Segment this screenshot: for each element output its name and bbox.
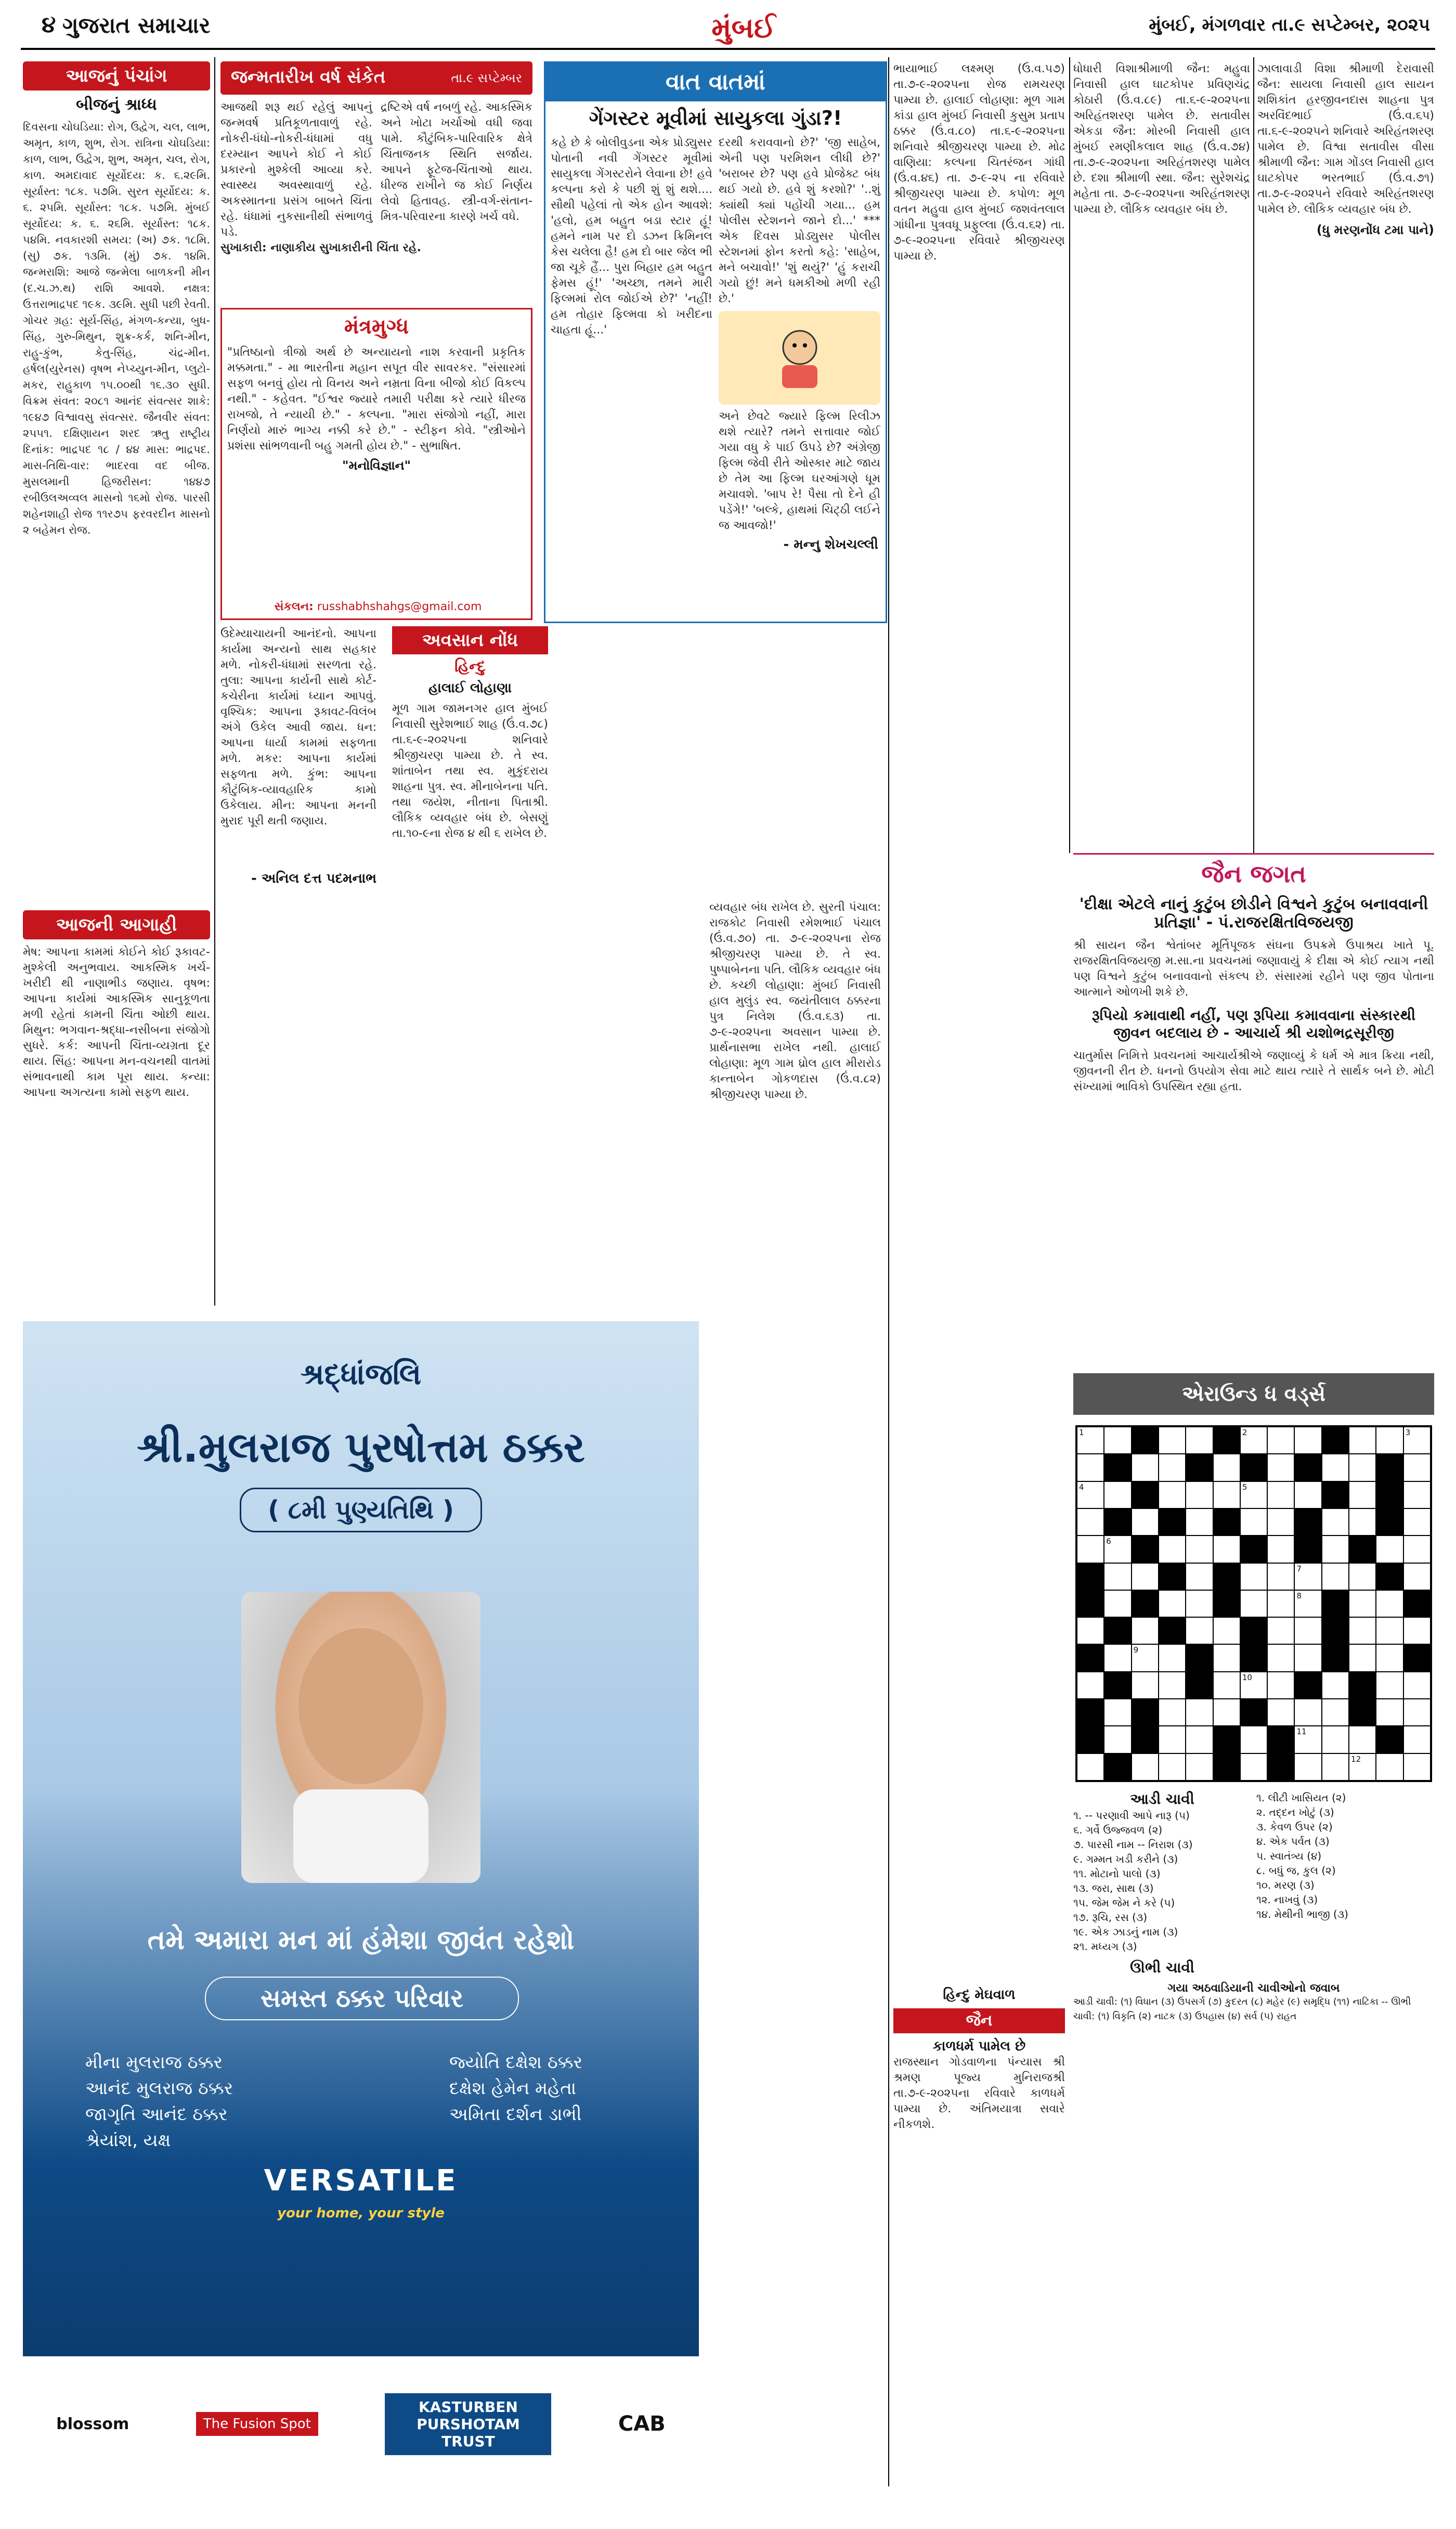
crossword-cell bbox=[1403, 1536, 1431, 1563]
crossword-cell bbox=[1267, 1536, 1294, 1563]
crossword-cell bbox=[1267, 1427, 1294, 1454]
crossword-cell bbox=[1186, 1699, 1213, 1726]
crossword-cell bbox=[1186, 1672, 1213, 1699]
clue: ૧૦. મરણ (૩) bbox=[1256, 1879, 1315, 1891]
crossword-cell: 1 bbox=[1077, 1427, 1104, 1454]
crossword-cell bbox=[1349, 1644, 1376, 1671]
crossword-cell bbox=[1077, 1536, 1104, 1563]
crossword-cell bbox=[1132, 1617, 1159, 1644]
down-label: ઊભી ચાવી bbox=[1130, 1959, 1194, 1976]
crossword-cell bbox=[1322, 1536, 1349, 1563]
crossword-cell bbox=[1240, 1454, 1267, 1481]
paper-name: ગુજરાત સમાચાર bbox=[62, 12, 211, 38]
mantra-quote-close: "મનોવિજ્ઞાન" bbox=[342, 458, 411, 473]
clue: ૧૪. મેથીની ભાજી (૩) bbox=[1256, 1908, 1348, 1920]
crossword-cell bbox=[1322, 1454, 1349, 1481]
crossword-cell bbox=[1322, 1672, 1349, 1699]
crossword-cell bbox=[1322, 1617, 1349, 1644]
hindu-mevada-head: હિન્દુ મેઘવાળ bbox=[943, 1987, 1016, 2003]
clue: ૬. ગર્વે ઉજ્જવળ (૨) bbox=[1073, 1824, 1163, 1836]
obit-col-b bbox=[893, 61, 1065, 1648]
crossword-cell bbox=[1376, 1454, 1403, 1481]
crossword-cell bbox=[1186, 1563, 1213, 1590]
cartoon-illustration bbox=[719, 311, 880, 405]
crossword-cell bbox=[1240, 1753, 1267, 1780]
sponsor-logo: CAB bbox=[618, 2412, 666, 2436]
crossword-cell bbox=[1240, 1590, 1267, 1617]
crossword-cell bbox=[1376, 1617, 1403, 1644]
crossword-grid bbox=[1075, 1425, 1432, 1782]
member: જાગૃતિ આનંદ ઠક્કર bbox=[85, 2104, 228, 2125]
crossword-cell bbox=[1267, 1617, 1294, 1644]
crossword-cell bbox=[1403, 1508, 1431, 1536]
crossword-cell bbox=[1186, 1753, 1213, 1780]
members-left bbox=[85, 2049, 314, 2153]
crossword-cell bbox=[1159, 1454, 1186, 1481]
crossword-cell bbox=[1213, 1481, 1240, 1508]
shradhanjali-tagline: તમે અમારા મન માં હંમેશા જીવંત રહેશો bbox=[147, 1925, 575, 1956]
obit-text: ધોધારી વિશાશ્રીમાળી જૈન: મહુવા નિવાસી હાલ ઘાટકોપર પ્રવિણચંદ્ર કોઠારી (ઉં.વ.૮૯) તા.૬-૯-૨૦૨૫ના અરિહંતશરણ પામેલ છે. સતાવીસ એકડા જૈન: મોરબી નિવાસી હાલ મુંબઈ રમણીકલાલ શાહ (ઉં.વ.૭૪) તા.૭-૯-૨૦૨૫ના અરિહંતશરણ પામેલ છે. દશા શ્રીમાળી સ્થા. જૈન: સુરેશચંદ્ર મહેતા તા. ૭-૯-૨૦૨૫ના અરિહંતશરણ પામ્યા છે. લૌકિક વ્યવહાર બંધ છે. bbox=[1073, 62, 1250, 216]
crossword-cell bbox=[1403, 1699, 1431, 1726]
page-number: ૪ bbox=[42, 11, 56, 38]
clue: ૧. -- પરણાવી આપે નારૂ (૫) bbox=[1073, 1809, 1190, 1822]
vaat-col2: દરથી કરાવવાનો છે?' 'જી સાહેબ, એની પણ પરમિશન લીધી છે?' 'બરાબર છે? પણ હવે પ્રોજેક્ટ બંધ થઈ ગયો છે. હવે શું કરશો?' '..શું ક્યાંથી ક્યાં પહોંચી ગયા... હમ પોલીસ સ્ટેશનને જાને દો...' *** એક દિવસ પ્રોડ્યુસર પોલીસ સ્ટેશનમાં ફોન કરતો કહે: 'સાહેબ, મને બચાવો!' 'શું થયું?' 'હું કરાચી ગયો છું! મને ધમકીઓ મળી રહી છે.' bbox=[719, 136, 880, 305]
panchang-header: આજનું પંચાંગ bbox=[23, 61, 210, 91]
avsan-col2: મૂળ ગામ જામનગર હાલ મુંબઈ નિવાસી સુરેશભાઈ શાહ (ઉં.વ.૭૮) તા.૬-૯-૨૦૨૫ના શનિવારે શ્રીજીચરણ પામ્યા છે. તે સ્વ. શાંતાબેન તથા સ્વ. મુકુંદરાય શાહના પુત્ર. સ્વ. મીનાબેનના પતિ. તથા જયેશ, નીતાના પિતાશ્રી. લૌકિક વ્યવહાર બંધ છે. બેસણું તા.૧૦-૯ના રોજ ૪ થી ૬ રાખેલ છે. bbox=[392, 702, 548, 840]
sender-label: સંકલન: bbox=[274, 600, 314, 613]
crossword-cell bbox=[1267, 1481, 1294, 1508]
crossword-cell bbox=[1349, 1672, 1376, 1699]
crossword-cell bbox=[1104, 1508, 1131, 1536]
crossword-cell bbox=[1159, 1481, 1186, 1508]
masthead-rule bbox=[21, 48, 1435, 50]
crossword-cell bbox=[1104, 1644, 1131, 1671]
crossword-cell: 3 bbox=[1403, 1427, 1431, 1454]
crossword-cell bbox=[1159, 1644, 1186, 1671]
member: અમિતા દર્શન ડાભી bbox=[449, 2104, 582, 2125]
avsan-subheader: હિન્દુ bbox=[454, 657, 486, 676]
panchang-sub: બીજનું શ્રાધ્ધ bbox=[76, 96, 157, 114]
crossword-cell: 7 bbox=[1294, 1563, 1321, 1590]
crossword-cell bbox=[1376, 1672, 1403, 1699]
crossword-cell bbox=[1159, 1563, 1186, 1590]
crossword-cell bbox=[1104, 1427, 1131, 1454]
crossword-cell bbox=[1186, 1536, 1213, 1563]
crossword-cell bbox=[1403, 1590, 1431, 1617]
crossword-cell bbox=[1376, 1481, 1403, 1508]
sponsor-logo: blossom bbox=[56, 2415, 129, 2433]
jain-jagat-box bbox=[1073, 853, 1434, 1363]
avsan-byline: - અનિલ દત્ત પદમનાભ bbox=[251, 871, 376, 886]
jain-label: જૈન bbox=[893, 2008, 1065, 2033]
obit-col-d bbox=[1257, 61, 1434, 842]
crossword-cell: 12 bbox=[1349, 1753, 1376, 1780]
crossword-cell bbox=[1294, 1672, 1321, 1699]
crossword-cell bbox=[1077, 1454, 1104, 1481]
clue: ૭. પારસી નામ -- નિરાશ (૩) bbox=[1073, 1838, 1193, 1851]
crossword-cell bbox=[1213, 1699, 1240, 1726]
clue: ૧૨. નાખવું (૩) bbox=[1256, 1893, 1318, 1906]
crossword-cell bbox=[1376, 1508, 1403, 1536]
crossword-cell bbox=[1159, 1753, 1186, 1780]
jain-jagat-header: જૈન જગત bbox=[1201, 860, 1306, 888]
member: દક્ષેશ હેમેન મહેતા bbox=[449, 2078, 577, 2099]
crossword-cell: 11 bbox=[1294, 1726, 1321, 1753]
crossword-cell bbox=[1159, 1536, 1186, 1563]
sponsor-strip bbox=[23, 2356, 699, 2492]
crossword-cell bbox=[1159, 1508, 1186, 1536]
crossword-cell bbox=[1349, 1481, 1376, 1508]
janmatithi-col1: આજથી શરૂ થઈ રહેલું આપનું જન્મવર્ષ પ્રતિકૂળતાવાળું રહે. નોકરી-ધંધો-નોકરી-ધંધામાં વધુ દરમ્યાન આપને કોઈ ને કોઈ પ્રકારનો મુશ્કેલી આવ્યા કરે. સ્વાસ્થ્ય અવસ્થાવાળું રહે. અકસ્માતના પ્રસંગ બાબતે ચિંતા રહે. ધંધામાં નુકસાનીથી સંભાળવું પડે. bbox=[220, 101, 372, 239]
crossword-cell bbox=[1267, 1753, 1294, 1780]
crossword-cell bbox=[1349, 1617, 1376, 1644]
clue: ૮. બધું જ, કુલ (૨) bbox=[1256, 1864, 1336, 1877]
sender-email[interactable]: russhabhshahgs@gmail.com bbox=[317, 600, 482, 613]
crossword-cell bbox=[1132, 1590, 1159, 1617]
brand-tagline: your home, your style bbox=[277, 2205, 445, 2221]
cartoon-icon bbox=[758, 321, 841, 394]
obit-text: વ્યવહાર બંધ રાખેલ છે. સુરતી પંચાલ: રાજકોટ નિવાસી રમેશભાઈ પંચાલ (ઉં.વ.૭૦) તા. ૭-૯-૨૦૨૫ના રોજ શ્રીજીચરણ પામ્યા છે. તે સ્વ. પુષ્પાબેનના પતિ. લૌકિક વ્યવહાર બંધ છે. કચ્છી લોહાણા: મુંબઈ નિવાસી હાલ મુલુંડ સ્વ. જયંતીલાલ ઠક્કરના પુત્ર નિલેશ (ઉં.વ.૬૩) તા. ૭-૯-૨૦૨૫ના અવસાન પામ્યા છે. પ્રાર્થનાસભા રાખેલ નથી. હાલાઈ લોહાણા: મૂળ ગામ ધ્રોલ હાલ મીરારોડ કાન્તાબેન ગોકળદાસ (ઉં.વ.૮૨) શ્રીજીચરણ પામ્યા છે. bbox=[709, 901, 881, 1101]
crossword-cell bbox=[1077, 1726, 1104, 1753]
col-divider bbox=[1069, 57, 1070, 853]
clue: ૧૩. જરા, સાથ (૩) bbox=[1073, 1882, 1154, 1894]
panchang-box bbox=[23, 61, 210, 904]
crossword-cell bbox=[1240, 1644, 1267, 1671]
mantra-box bbox=[220, 308, 532, 620]
crossword-cell bbox=[1267, 1644, 1294, 1671]
crossword-cell bbox=[1322, 1753, 1349, 1780]
crossword-cell bbox=[1132, 1563, 1159, 1590]
crossword-cell bbox=[1159, 1726, 1186, 1753]
avsan-col2-head: હાલાઈ લોહાણા bbox=[428, 680, 512, 696]
across-label: આડી ચાવી bbox=[1130, 1790, 1194, 1808]
janmatithi-box bbox=[220, 61, 532, 301]
crossword-cell bbox=[1132, 1481, 1159, 1508]
crossword-cell bbox=[1322, 1563, 1349, 1590]
shradhanjali-title: શ્રદ્ધાંજલિ bbox=[300, 1358, 422, 1391]
crossword-cell bbox=[1403, 1454, 1431, 1481]
crossword-cell bbox=[1186, 1590, 1213, 1617]
sponsor-logo: KASTURBEN PURSHOTAM TRUST bbox=[385, 2393, 551, 2455]
crossword-cell: 8 bbox=[1294, 1590, 1321, 1617]
janmatithi-date: તા.૯ સપ્ટેમ્બર bbox=[451, 71, 522, 85]
crossword-cell bbox=[1186, 1726, 1213, 1753]
crossword-cell bbox=[1213, 1753, 1240, 1780]
crossword-cell bbox=[1349, 1726, 1376, 1753]
clue: ૧૭. રૂચિ, રસ (૩) bbox=[1073, 1911, 1148, 1924]
crossword-cell bbox=[1077, 1563, 1104, 1590]
crossword-cell bbox=[1159, 1699, 1186, 1726]
crossword-cell bbox=[1322, 1699, 1349, 1726]
crossword-cell bbox=[1240, 1563, 1267, 1590]
crossword-cell bbox=[1132, 1536, 1159, 1563]
crossword-cell bbox=[1077, 1508, 1104, 1536]
crossword-cell bbox=[1267, 1699, 1294, 1726]
crossword-cell bbox=[1213, 1536, 1240, 1563]
crossword-cell bbox=[1322, 1644, 1349, 1671]
crossword-box bbox=[1073, 1373, 1434, 2486]
crossword-cell bbox=[1349, 1590, 1376, 1617]
crossword-cell bbox=[1294, 1753, 1321, 1780]
crossword-cell bbox=[1104, 1454, 1131, 1481]
crossword-cell bbox=[1294, 1454, 1321, 1481]
panchang-body: દિવસના ચોઘડિયા: રોગ, ઉદ્વેગ, ચલ, લાભ, અમૃત, કાળ, શુભ, રોગ. રાત્રિના ચોઘડિયા: કાળ, લાભ, ઉદ્વેગ, શુભ, અમૃત, ચલ, રોગ, કાળ. અમદાવાદ સૂર્યોદય: ક. ૬.૨૯મિ. સૂર્યાસ્ત: ૧૮ક. ૫૭મિ. સુરત સૂર્યોદય: ક. ૬. ૨૫મિ. સૂર્યાસ્ત: ૧૮ક. ૫૭મિ. મુંબઈ સૂર્યોદય: ક. ૬. ૨૬મિ. સૂર્યાસ્ત: ૧૮ક. ૫૪મિ. નવકારશી સમય: (અ) ૭ક. ૧૮મિ. (સુ) ૭ક. ૧૩મિ. (મું) ૭ક. ૧૪મિ. જન્મરાશિ: આજે જન્મેલા બાળકની મીન (દ.ચ.ઝ.થ) રાશિ આવશે. નક્ષત્ર: ઉત્તરાભાદ્રપદ ૧૯ક. ૩૯મિ. સુધી પછી રેવતી. ગોચર ગ્રહ: સૂર્ય-સિંહ, મંગળ-કન્યા, બુધ-સિંહ, ગુરુ-મિથુન, શુક્ર-કર્ક, શનિ-મીન, રાહુ-કુંભ, કેતુ-સિંહ, ચંદ્ર-મીન. હર્ષલ(યુરેનસ) વૃષભ નેપ્ચ્યુન-મીન, પ્લુટો-મકર, રાહુકાળ ૧૫.૦૦થી ૧૬.૩૦ સુધી. વિક્રમ સંવત: ૨૦૮૧ આનંદ સંવત્સર શાકે: ૧૯૪૭ વિશ્વાવસુ સંવત્સર. જૈનવીર સંવત: ૨૫૫૧. દક્ષિણાયન શરદ ઋતુ રાષ્ટ્રીય દિનાંક: ભાદ્રપદ ૧૮ / ૪૪ માસ: ભાદ્રપદ. માસ-તિથિ-વાર: ભાદરવા વદ બીજ. મુસલમાની હિજરીસન: ૧૪૪૭ રબીઉલઅવ્વલ માસનો ૧૬મો રોજ. પારસી શહેનશાહી રોજ ૧૧ર૭૫ ફરવરદીન માસનો ૨ બહેમન રોજ. bbox=[23, 121, 210, 536]
crossword-cell bbox=[1322, 1427, 1349, 1454]
jain-obit-section bbox=[893, 1987, 1065, 2351]
member: મીના મુલરાજ ઠક્કર bbox=[85, 2052, 223, 2073]
crossword-cell bbox=[1159, 1672, 1186, 1699]
jain-jagat-headline: 'દીક્ષા એટલે નાનું કુટુંબ છોડીને વિશ્વને કુટુંબ બનાવવાની પ્રતિજ્ઞા' - પં.રાજરક્ષિતવિજયજી bbox=[1079, 895, 1428, 932]
crossword-cell bbox=[1077, 1590, 1104, 1617]
crossword-cell: 5 bbox=[1240, 1481, 1267, 1508]
obit-text: ભાયાભાઈ લક્ષ્મણ (ઉં.વ.૫૭) તા.૭-૯-૨૦૨૫ના રોજ રામચરણ પામ્યા છે. હાલાઈ લોહાણા: મૂળ ગામ કાંડા હાલ મુંબઈ નિવાસી કુસુમ પ્રતાપ ઠક્કર (ઉં.વ.૮૦) તા.૬-૯-૨૦૨૫ના શનિવારે શ્રીજીચરણ પામ્યા છે. મોઢ વાણિયા: કલ્પના ચિતરંજન ગાંધી (ઉં.વ.૪૬) તા. ૭-૯-૨૫ ના રવિવારે શ્રીજીચરણ પામ્યા છે. કપોળ: મૂળ વતન મહુવા હાલ મુંબઈ જશવંતલાલ ગાંધીના પુત્રવધૂ પ્રફુલ્લા (ઉં.વ.૬૨) તા. ૭-૯-૨૦૨૫ના રવિવારે શ્રીજીચરણ પામ્યા છે. bbox=[893, 62, 1065, 263]
brand-logo: VERSATILE bbox=[264, 2164, 458, 2198]
clue: ૨૧. મધ્યગ (૩) bbox=[1073, 1940, 1137, 1953]
crossword-cell bbox=[1077, 1644, 1104, 1671]
crossword-cell bbox=[1267, 1590, 1294, 1617]
crossword-cell bbox=[1104, 1753, 1131, 1780]
crossword-cell bbox=[1159, 1427, 1186, 1454]
crossword-cell bbox=[1240, 1726, 1267, 1753]
crossword-cell bbox=[1376, 1699, 1403, 1726]
col-divider bbox=[214, 57, 215, 1306]
avsan-header: અવસાન નોંધ bbox=[392, 626, 548, 654]
crossword-cell bbox=[1294, 1481, 1321, 1508]
crossword-cell bbox=[1077, 1699, 1104, 1726]
janmatithi-header-bar bbox=[220, 61, 532, 95]
obit-col-c bbox=[1073, 61, 1250, 842]
obit-text: ઝાલાવાડી વિશા શ્રીમાળી દેરાવાસી જૈન: સાયલા નિવાસી હાલ સાયન શશિકાંત હરજીવનદાસ શાહના પુત્ર અરવિંદભાઈ (ઉં.વ.૬૫) તા.૬-૯-૨૦૨૫ને શનિવારે અરિહંતશરણ પામેલ છે. વિશ્વા સતાવીસ વીસા શ્રીમાળી જૈન: ગામ ગોંડલ નિવાસી હાલ ઘાટકોપર ભરતભાઈ (ઉં.વ.૭૧) તા.૭-૯-૨૦૨૫ને રવિવારે અરિહંતશરણ પામેલ છે. લૌકિક વ્યવહાર બંધ છે. bbox=[1257, 62, 1434, 216]
crossword-cell bbox=[1322, 1508, 1349, 1536]
vaat-header: વાત વાતમાં bbox=[545, 63, 886, 101]
crossword-cell bbox=[1376, 1590, 1403, 1617]
jain-obit-body: રાજસ્થાન ગોડવાળના પંન્યાસ શ્રી શ્રમણ પૂજ્ય મુનિરાજશ્રી તા.૭-૯-૨૦૨૫ના રવિવારે કાળધર્મ પામ્યા છે. અંતિમયાત્રા સવારે નીકળશે. bbox=[893, 2056, 1065, 2131]
crossword-cell bbox=[1376, 1427, 1403, 1454]
jain-jagat-body1: શ્રી સાયન જૈન શ્વેતાંબર મૂર્તિપૂજક સંઘના ઉપક્રમે ઉપાશ્રય ખાતે પૂ. રાજરક્ષિતવિજયજી મ.સા.ના પ્રવચનમાં જણાવાયું કે દીક્ષા એ કોઈ ત્યાગ નથી પણ વિશ્વને કુટુંબ બનાવવાનો સંકલ્પ છે. સંસારમાં રહીને પણ જીવ પોતાના આત્માને ઓળખી શકે છે. bbox=[1073, 939, 1434, 999]
obit-col-a bbox=[709, 900, 881, 2486]
portrait-icon bbox=[241, 1592, 480, 1883]
members-right bbox=[449, 2049, 678, 2127]
crossword-cell bbox=[1376, 1753, 1403, 1780]
avsan-col1: ઉદેમ્યાચાયની આનંદનો. આપના કાર્યમા અન્યનો સાથ સહકાર મળે. નોકરી-ધંધામાં સરળતા રહે. તુલા: આપના કાર્યની સાથે કોર્ટ-કચેરીના કાર્યમાં ધ્યાન આપવું. વૃશ્ચિક: આપના રૂકાવટ-વિલંબ અંગે ઉકેલ આવી જાય. ધન: આપના ધાર્યા કામમાં સફળતા મળે. મકર: આપના કાર્યમાં સફળતા મળે. કુંભ: આપના કૌટુંબિક-વ્યાવહારિક કામો ઉકેલાય. મીન: આપના મનની મુરાદ પૂરી થતી જણાય. bbox=[220, 627, 376, 828]
crossword-cell bbox=[1213, 1644, 1240, 1671]
member: જ્યોતિ દક્ષેશ ઠક્કર bbox=[449, 2052, 583, 2073]
crossword-cell bbox=[1267, 1454, 1294, 1481]
crossword-cell bbox=[1077, 1672, 1104, 1699]
vaat-headline: ગેંગસ્ટર મૂવીમાં સાયુકલા ગુંડા?! bbox=[589, 107, 842, 130]
vaat-col1: કહે છે કે બોલીવુડના એક પ્રોડ્યુસર પોતાની નવી ગેંગસ્ટર મૂવીમાં સાયુકલા ગેંગસ્ટરોને લેવાના છે! હવે કલ્પના કરો કે પછી શું શું થશે.... સૌથી પહેલાં તો એક હોન આવશે: 'હલો, હમ બહુત બડા સ્ટાર હૂં! હમને નામ પર દો ડઝન ક્રિમિનલ કેસ ચલેલા હૈ! હમ દો બાર જેલ ભી જા ચૂકે હૈં... પુરા બિહાર હમ બહુત ફેમસ હૂં!' 'અચ્છા, તમને મારી ફિલ્મમાં રોલ જોઈએ છે?' 'નહીં! હમ તોહાર ફિલ્મવા કો ખરીદના ચાહતા હૂં...' bbox=[551, 136, 712, 337]
jain-jagat-subhead: રૂપિયો કમાવાથી નહીં, પણ રૂપિયા કમાવવાના સંસ્કારથી જીવન બદલાય છે - આચાર્ય શ્રી યશોભદ્રસૂરીજી bbox=[1091, 1007, 1416, 1041]
crossword-cell: 4 bbox=[1077, 1481, 1104, 1508]
crossword-cell bbox=[1294, 1699, 1321, 1726]
vaat-col3: અને છેવટે જ્યારે ફિલ્મ રિલીઝ થશે ત્યારે? તમને સત્તાવાર જોઈ ગયા વધુ કે પાઈ ઉપડે છે? અંગ્રેજી ફિલ્મ જેવી રીતે ઓસ્કાર માટે જાય છે તેમ આ ફિલ્મ ઘરઆંગણે ધૂમ મચાવશે. 'બાપ રે! પૈસા તો દેને હી પડેંગે!' 'બલ્કે, હાથમાં ચિટ્ઠી લઈને જ આવજો!' bbox=[719, 410, 880, 532]
clue: ૧૫. જેમ જેમ ને કરે (૫) bbox=[1073, 1896, 1175, 1909]
janmatithi-note: સુખાકારી: નાણાકીય સુખાકારીની ચિંતા રહે. bbox=[220, 241, 421, 254]
crossword-cell bbox=[1349, 1454, 1376, 1481]
crossword-cell bbox=[1294, 1427, 1321, 1454]
sponsor-logo: The Fusion Spot bbox=[196, 2412, 318, 2436]
clue: ૧. લીટી ખાસિયત (૨) bbox=[1256, 1791, 1346, 1804]
crossword-cell bbox=[1294, 1536, 1321, 1563]
crossword-cell: 6 bbox=[1104, 1536, 1131, 1563]
crossword-cell bbox=[1403, 1644, 1431, 1671]
clue: ૯. ગમ્મત ખડી કરીને (૩) bbox=[1073, 1853, 1178, 1865]
crossword-cell bbox=[1267, 1563, 1294, 1590]
crossword-cell bbox=[1132, 1454, 1159, 1481]
member: આનંદ મુલરાજ ઠક્કર bbox=[85, 2078, 233, 2099]
crossword-cell bbox=[1403, 1481, 1431, 1508]
crossword-cell bbox=[1186, 1508, 1213, 1536]
crossword-cell bbox=[1104, 1726, 1131, 1753]
crossword-cell bbox=[1213, 1726, 1240, 1753]
crossword-cell bbox=[1186, 1481, 1213, 1508]
aagahi-header: આજની આગાહી bbox=[23, 910, 210, 939]
crossword-cell bbox=[1349, 1536, 1376, 1563]
crossword-cell bbox=[1240, 1617, 1267, 1644]
crossword-cell bbox=[1403, 1672, 1431, 1699]
crossword-cell bbox=[1077, 1617, 1104, 1644]
crossword-cell bbox=[1213, 1508, 1240, 1536]
crossword-cell bbox=[1159, 1590, 1186, 1617]
crossword-cell bbox=[1104, 1617, 1131, 1644]
crossword-cell bbox=[1104, 1563, 1131, 1590]
crossword-cell bbox=[1376, 1644, 1403, 1671]
crossword-cell bbox=[1104, 1481, 1131, 1508]
shradhanjali-name: શ્રી.મુલરાજ પુરષોત્તમ ઠક્કર bbox=[137, 1423, 585, 1472]
vaat-byline: - મન્નુ શેખચલ્લી bbox=[783, 537, 878, 552]
janmatithi-header: જન્મતારીખ વર્ષ સંકેત bbox=[231, 67, 386, 87]
crossword-cell: 9 bbox=[1132, 1644, 1159, 1671]
clue: ૪. એક પર્વત (૩) bbox=[1256, 1835, 1330, 1848]
crossword-cell bbox=[1322, 1726, 1349, 1753]
clue: ૨. તદ્દન ખોટું (૩) bbox=[1256, 1806, 1334, 1818]
crossword-cell bbox=[1132, 1699, 1159, 1726]
crossword-cell bbox=[1403, 1753, 1431, 1780]
crossword-cell bbox=[1403, 1617, 1431, 1644]
crossword-cell bbox=[1349, 1508, 1376, 1536]
kaldharma-head: કાળધર્મ પામેલ છે bbox=[932, 2038, 1026, 2054]
city-label: મુંબઈ bbox=[711, 11, 776, 44]
answers-label: ગયા અઠવાડિયાની ચાવીઓનો જવાબ bbox=[1167, 1982, 1340, 1995]
crossword-cell bbox=[1213, 1672, 1240, 1699]
clue: ૩. કેવળ ઉપર (૨) bbox=[1256, 1821, 1333, 1833]
crossword-cell bbox=[1213, 1427, 1240, 1454]
crossword-cell bbox=[1186, 1644, 1213, 1671]
mantra-header: મંત્રમુગ્ધ bbox=[344, 315, 409, 339]
jain-jagat-body2: ચાતુર્માસ નિમિત્તે પ્રવચનમાં આચાર્યશ્રીએ જણાવ્યું કે ધર્મ એ માત્ર ક્રિયા નથી, જીવનની રીત છે. ધનનો ઉપયોગ સેવા માટે થાય ત્યારે તે સાર્થક બને છે. મોટી સંખ્યામાં ભાવિકો ઉપસ્થિત રહ્યા હતા. bbox=[1073, 1049, 1434, 1093]
crossword-cell bbox=[1132, 1753, 1159, 1780]
crossword-cell bbox=[1186, 1454, 1213, 1481]
mantra-sender bbox=[227, 600, 529, 613]
clue: ૫. સ્વાતંત્ર્ય (૪) bbox=[1256, 1850, 1322, 1862]
crossword-cell bbox=[1376, 1536, 1403, 1563]
crossword-cell bbox=[1186, 1427, 1213, 1454]
crossword-cell bbox=[1077, 1753, 1104, 1780]
col-divider bbox=[888, 57, 889, 2486]
crossword-cell bbox=[1294, 1617, 1321, 1644]
crossword-cell bbox=[1349, 1699, 1376, 1726]
col-divider bbox=[1253, 57, 1254, 853]
down-clues bbox=[1256, 1790, 1434, 1921]
crossword-cell bbox=[1349, 1563, 1376, 1590]
date-line: મુંબઈ, મંગળવાર તા.૯ સપ્ટેમ્બર, ૨૦૨૫ bbox=[1149, 15, 1430, 35]
crossword-cell bbox=[1294, 1508, 1321, 1536]
aagahi-body: મેષ: આપના કામમાં કોઈને કોઈ રૂકાવટ-મુશ્કેલી અનુભવાય. આકસ્મિક ખર્ચ-ખરીદી થી નાણાભીડ જણાય. વૃષભ: આપના કાર્યમાં આકસ્મિક સાનુકૂળતા મળી રહેતાં કામની ચિંતા ઓછી થાય. મિથુન: ભગવાન-શ્રદ્ધા-નસીબના સંજોગો સુધરે. કર્ક: આપની ચિંતા-વ્યગ્રતા દૂર થાય. સિંહ: આપના મન-વચનથી વાતમાં સંભાવનાથી કામ પૂરા થાય. કન્યા: આપના અગત્યના કામો સફળ થાય. bbox=[23, 946, 210, 1099]
crossword-cell bbox=[1104, 1672, 1131, 1699]
crossword-cell bbox=[1213, 1617, 1240, 1644]
janmatithi-col2: દ્રષ્ટિએ વર્ષ નબળું રહે. આકસ્મિક અને ખોટા ખર્ચાઓ વધી જવા પામે. કૌટુંબિક-પારિવારિક ક્ષેત્રે ચિંતાજનક સ્થિતિ સર્જાય. આપને ફૂટેજ-ચિંતાઓ થાય. ધીરજ રાખીને જ કોઈ નિર્ણય લેવો હિતાવહ. સ્ત્રી-વર્ગ-સંતાન-મિત્ર-પરિવારના કારણે ખર્ચ વધે. bbox=[381, 101, 532, 223]
crossword-cell bbox=[1213, 1454, 1240, 1481]
crossword-title: એરાઉન્ડ ધ વર્ડ્સ bbox=[1073, 1373, 1434, 1415]
crossword-cell: 2 bbox=[1240, 1427, 1267, 1454]
crossword-cell bbox=[1376, 1726, 1403, 1753]
crossword-cell bbox=[1294, 1644, 1321, 1671]
crossword-cell bbox=[1104, 1590, 1131, 1617]
obit-byline: (ધુ મરણનોંધ ટમા પાને) bbox=[1316, 223, 1434, 237]
crossword-cell bbox=[1132, 1508, 1159, 1536]
crossword-cell bbox=[1267, 1726, 1294, 1753]
across-clues bbox=[1073, 1808, 1251, 1954]
crossword-cell bbox=[1267, 1672, 1294, 1699]
crossword-cell bbox=[1213, 1563, 1240, 1590]
crossword-cell bbox=[1376, 1563, 1403, 1590]
shradhanjali-family: સમસ્ત ઠક્કર પરિવાર bbox=[205, 1977, 519, 2020]
crossword-cell bbox=[1240, 1536, 1267, 1563]
aagahi-box bbox=[23, 910, 210, 1306]
crossword-cell bbox=[1267, 1508, 1294, 1536]
crossword-cell bbox=[1186, 1617, 1213, 1644]
crossword-cell bbox=[1104, 1699, 1131, 1726]
avsan-box bbox=[220, 626, 887, 897]
crossword-cell bbox=[1349, 1427, 1376, 1454]
portrait-photo bbox=[241, 1592, 480, 1883]
crossword-cell bbox=[1322, 1590, 1349, 1617]
crossword-cell bbox=[1132, 1672, 1159, 1699]
crossword-cell bbox=[1240, 1699, 1267, 1726]
shradhanjali-anniversary: ( ૮મી પુણ્યતિથિ ) bbox=[240, 1488, 482, 1532]
answers: આડી ચાવી: (૧) વિધાન (૩) ઉપસર્ગ (૭) કુદરત (૮) મહેર (૯) સમૃદ્ધિ (૧૧) નાટિકા -- ઊભી ચાવી: (૧) વિકૃતિ (૨) નાટક (૩) ઉપહાસ (૪) સર્વ (૫) રાહત bbox=[1073, 1996, 1411, 2022]
vaat-box bbox=[544, 61, 887, 623]
clue: ૧૯. એક ઝાડનું નામ (૩) bbox=[1073, 1926, 1178, 1938]
member: શ્રેયાંશ, યક્ષ bbox=[85, 2130, 171, 2151]
crossword-cell bbox=[1132, 1427, 1159, 1454]
masthead bbox=[0, 0, 1456, 52]
crossword-cell bbox=[1403, 1726, 1431, 1753]
crossword-cell bbox=[1403, 1563, 1431, 1590]
clue: ૧૧. મોટાનો પાલો (૩) bbox=[1073, 1867, 1161, 1880]
mantra-body: "પ્રતિષ્ઠાનો ત્રીજો અર્થ છે અન્યાયનો નાશ કરવાની પ્રકૃતિક મક્કમતા." - મા ભારતીના મહાન સપૂત વીર સાવરકર. "સંસારમાં સફળ બનવું હોય તો વિનય અને નમ્રતા વિના બીજો કોઈ વિકલ્પ નથી." - કહેવત. "ઈશ્વર જ્યારે તમારી પરીક્ષા કરે ત્યારે ધીરજ રાખજો, તે ન્યાયી છે." - કલ્પના. "મારા સંજોગો નહીં, મારા નિર્ણયો મારું ભાગ્ય નક્કી કરે છે." - સ્ટીફન કોવે. "સ્ત્રીઓને પ્રશંસા સાંભળવાની બહુ ગમતી હોય છે." - સુભાષિત. bbox=[227, 346, 526, 453]
crossword-cell bbox=[1132, 1726, 1159, 1753]
crossword-cell bbox=[1240, 1508, 1267, 1536]
crossword-cell bbox=[1322, 1481, 1349, 1508]
crossword-cell bbox=[1213, 1590, 1240, 1617]
crossword-cell bbox=[1159, 1617, 1186, 1644]
crossword-cell: 10 bbox=[1240, 1672, 1267, 1699]
shradhanjali-ad bbox=[23, 1321, 699, 2492]
